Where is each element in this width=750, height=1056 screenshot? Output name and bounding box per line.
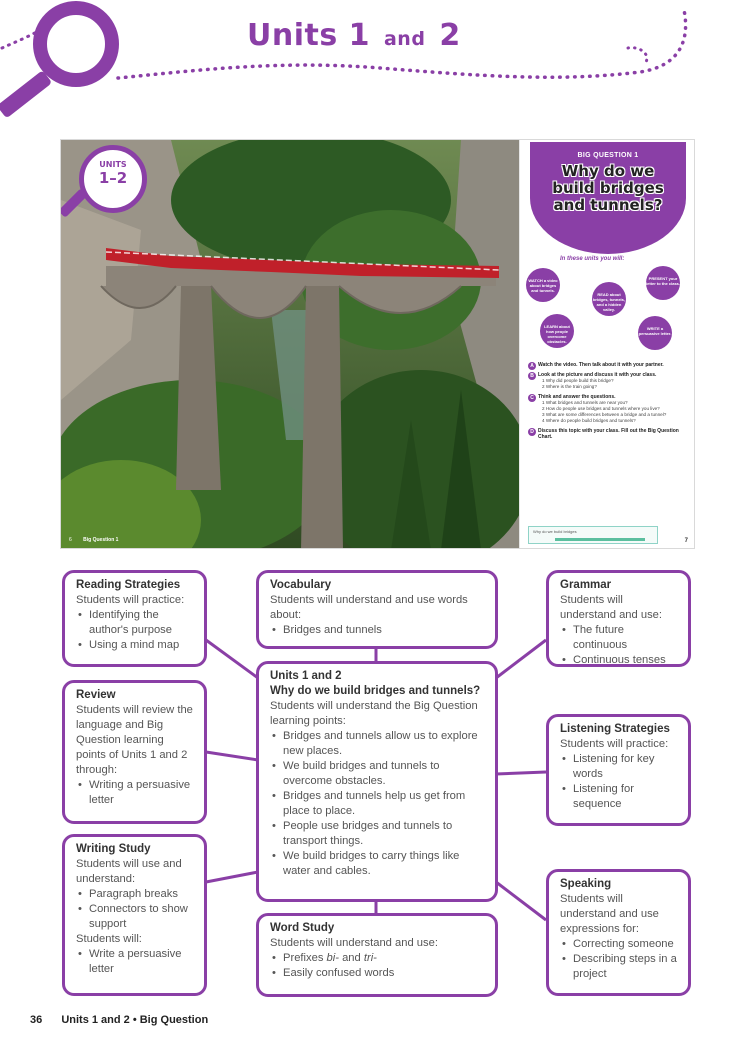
reading-strategies-intro: Students will practice:	[76, 594, 185, 606]
list-item	[270, 951, 484, 966]
list-item: • Using a mind map	[76, 638, 193, 653]
prefix-tri: tri-	[363, 952, 377, 964]
grammar-list	[560, 623, 677, 668]
task-letter: A	[528, 362, 536, 370]
speaking-intro: Students will understand and use expressions for:	[560, 893, 659, 935]
writing-study-intro: Students will use and understand:	[76, 858, 182, 885]
vocabulary-title: Vocabulary	[270, 579, 332, 591]
bubble-watch: WATCH a video about bridges and tunnels.	[526, 268, 560, 302]
task-text: Look at the picture and discuss it with your class.	[538, 372, 657, 378]
list-item: • Bridges and tunnels allow us to explore new places.	[270, 729, 484, 759]
list-item: • Listening for sequence	[560, 782, 677, 812]
grammar-intro: Students will understand and use:	[560, 594, 663, 621]
list-item: • Describing steps in a project	[560, 952, 677, 982]
vocabulary-intro: Students will understand and use words about:	[270, 594, 468, 621]
list-item: • Listening for key words	[560, 752, 677, 782]
list-item: • Continuous tenses	[560, 653, 677, 668]
list-item: • We build bridges and tunnels to overcome obstacles.	[270, 759, 484, 789]
writing-study-box	[62, 834, 207, 996]
vocabulary-list	[270, 623, 484, 638]
grammar-box	[546, 570, 691, 667]
task-text: Watch the video. Then talk about it with your partner.	[538, 362, 664, 368]
list-item: • Identifying the author's purpose	[76, 608, 193, 638]
speaking-list	[560, 937, 677, 982]
prefix-bi: bi-	[326, 952, 339, 964]
review-title: Review	[76, 689, 116, 701]
list-item: • Easily confused words	[270, 966, 484, 981]
reading-strategies-list	[76, 608, 193, 653]
word-study-list	[270, 951, 484, 981]
writing-study-intro-2: Students will:	[76, 933, 142, 945]
list-item: • Writing a persuasive letter	[76, 778, 193, 808]
list-item: • Paragraph breaks	[76, 887, 193, 902]
speaking-box	[546, 869, 691, 996]
task-sub-question: 4 Where do people build bridges and tunnels?	[542, 418, 636, 423]
task-sub-question: 2 Where is the train going?	[542, 384, 597, 389]
chart-strip-text: Why do we build bridges	[533, 529, 577, 534]
left-page-number: 6	[69, 537, 72, 543]
task-letter: D	[528, 428, 536, 436]
center-question: Why do we build bridges and tunnels?	[270, 685, 481, 697]
reading-strategies-box	[62, 570, 207, 667]
center-list	[270, 729, 484, 879]
big-question-text: Why do we build bridges and tunnels?	[552, 162, 664, 214]
word-study-box	[256, 913, 498, 997]
task-text: Think and answer the questions.	[538, 394, 616, 400]
left-page-footer-text: Big Question 1	[83, 537, 119, 543]
listening-strategies-box	[546, 714, 691, 826]
bubble-write: WRITE a persuasive letter.	[638, 316, 672, 350]
bubble-present: PRESENT your letter to the class.	[646, 266, 680, 300]
list-item: • Correcting someone	[560, 937, 677, 952]
word-study-intro: Students will understand and use:	[270, 937, 438, 949]
listening-strategies-intro: Students will practice:	[560, 738, 669, 750]
bubble-learn: LEARN about how people overcome obstacles.	[540, 314, 574, 348]
prefix-and: and	[342, 952, 361, 964]
list-item: • Write a persuasive letter	[76, 947, 193, 977]
page-number: 36	[30, 1014, 43, 1026]
right-page-number: 7	[684, 538, 688, 544]
review-intro: Students will review the language and Big Question learning points of Units 1 and 2 through:	[76, 704, 193, 776]
prefix-label: Prefixes	[283, 952, 324, 964]
task-letter: B	[528, 372, 536, 380]
vocabulary-box	[256, 570, 498, 649]
task-text: Discuss this topic with your class. Fill out the Big Question Chart.	[538, 428, 679, 440]
review-box	[62, 680, 207, 824]
word-study-title: Word Study	[270, 922, 335, 934]
list-item: • People use bridges and tunnels to transport things.	[270, 819, 484, 849]
in-these-units-label: In these units you will:	[560, 256, 625, 262]
footer-text: Units 1 and 2 • Big Question	[61, 1014, 209, 1026]
task-letter: C	[528, 394, 536, 402]
list-item: • We build bridges to carry things like water and cables.	[270, 849, 484, 879]
big-question-label: BIG QUESTION 1	[577, 152, 639, 159]
speaking-title: Speaking	[560, 878, 612, 890]
writing-study-list-2	[76, 947, 193, 977]
badge-units-label: UNITS	[99, 160, 127, 169]
list-item: • The future continuous	[560, 623, 677, 653]
center-big-question-box	[256, 661, 498, 902]
task-sub-question: 1 Why did people build this bridge?	[542, 378, 614, 383]
listening-strategies-title: Listening Strategies	[560, 723, 670, 735]
page-footer	[30, 1014, 208, 1026]
writing-study-list	[76, 887, 193, 932]
title-units-text: Units 1	[247, 18, 371, 53]
writing-study-title: Writing Study	[76, 843, 151, 855]
task-sub-question: 2 How do people use bridges and tunnels where you live?	[542, 406, 660, 411]
grammar-title: Grammar	[560, 579, 612, 591]
list-item: • Connectors to show support	[76, 902, 193, 932]
listening-strategies-list	[560, 752, 677, 812]
review-list	[76, 778, 193, 808]
list-item: • Bridges and tunnels help us get from place to place.	[270, 789, 484, 819]
bubble-read: READ about bridges, tunnels, and a hidden valley.	[592, 282, 626, 316]
center-title: Units 1 and 2	[270, 670, 342, 682]
task-sub-question: 3 What are some differences between a bridge and a tunnel?	[542, 412, 667, 417]
center-intro: Students will understand the Big Question learning points:	[270, 700, 478, 727]
title-two-text: 2	[439, 18, 461, 53]
reading-strategies-title: Reading Strategies	[76, 579, 181, 591]
badge-units-range: 1–2	[98, 169, 128, 187]
task-sub-question: 1 What bridges and tunnels are near you?	[542, 400, 628, 405]
list-item: • Bridges and tunnels	[270, 623, 484, 638]
title-and-text: and	[383, 28, 426, 50]
